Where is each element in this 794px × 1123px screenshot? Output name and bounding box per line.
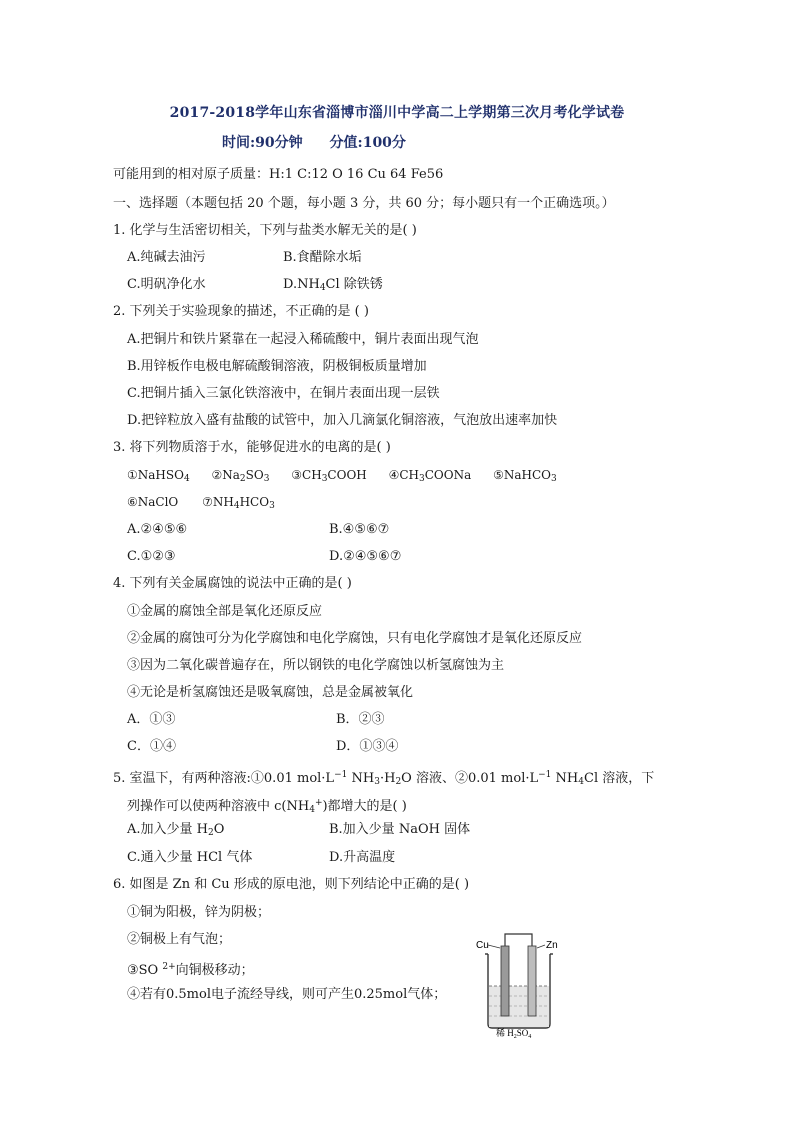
q4-option-c: C．①④ — [127, 739, 176, 754]
cu-label-line — [488, 945, 500, 948]
q4-stem: 4. 下列有关金属腐蚀的说法中正确的是( ) — [113, 576, 352, 591]
q4-statement-4: ④无论是析氢腐蚀还是吸氧腐蚀，总是金属被氧化 — [127, 685, 414, 700]
q4-option-b: B．②③ — [336, 712, 385, 727]
q5-option-a: A.加入少量 $H_2O$ — [127, 822, 225, 838]
q5-option-b: B.加入少量 NaOH 固体 — [329, 822, 471, 837]
galvanic-cell-diagram — [470, 928, 570, 1038]
exam-title: 2017-2018学年山东省淄博市淄川中学高二上学期第三次月考化学试卷 — [169, 105, 625, 121]
q5-option-c: C.通入少量 HCl 气体 — [127, 850, 253, 865]
galvanic-cell-svg — [470, 928, 570, 1038]
zn-electrode — [528, 946, 536, 1016]
q5-stem: 5. 室温下，有两种溶液:①0.01 $mol\cdot L^{-1}$ $NH_3\cdot H_2O$ 溶液、②0.01 $mol\cdot L^{-1}$ $NH_4Cl$ 溶液，下 — [113, 770, 655, 787]
q3-option-a: A.②④⑤⑥ — [127, 522, 188, 537]
q2-option-c: C.把铜片插入三氯化铁溶液中，在铜片表面出现一层铁 — [127, 386, 440, 401]
q6-statement-1: ①铜为阳极，锌为阴极； — [127, 905, 271, 920]
q4-option-d: D．①③④ — [336, 739, 399, 754]
q4-statement-3: ③因为二氧化碳普遍存在，所以钢铁的电化学腐蚀以析氢腐蚀为主 — [127, 658, 505, 673]
electrolyte-label: 稀 $H_2SO_4$ — [496, 1028, 532, 1038]
q4-statement-2: ②金属的腐蚀可分为化学腐蚀和电化学腐蚀，只有电化学腐蚀才是氧化还原反应 — [127, 631, 583, 646]
q3-option-d: D.②④⑤⑥⑦ — [329, 549, 402, 564]
q6-statement-4: ④若有0.5mol电子流经导线，则可产生0.25mol气体； — [127, 987, 447, 1002]
q6-statement-2: ②铜极上有气泡； — [127, 932, 232, 947]
solution — [489, 986, 549, 1027]
q6-statement-3: ③SO $^{2+}$向铜极移动； — [127, 962, 254, 978]
q5-stem-line2: 列操作可以使两种溶液中 $c(NH_4^+)$都增大的是( ) — [127, 798, 407, 815]
q3-items-row2: ⑥NaClO $⑦NH_4HCO_3$ — [127, 495, 275, 511]
section-heading: 一、选择题（本题包括 20 个题，每小题 3 分，共 60 分；每小题只有一个正确选项。） — [113, 196, 615, 211]
q3-option-b: B.④⑤⑥⑦ — [329, 522, 390, 537]
q5-option-d: D.升高温度 — [329, 850, 396, 865]
q3-stem: 3. 将下列物质溶于水，能够促进水的电离的是( ) — [113, 440, 391, 455]
q4-option-a: A．①③ — [127, 712, 176, 727]
q2-option-d: D.把锌粒放入盛有盐酸的试管中，加入几滴氯化铜溶液，气泡放出速率加快 — [127, 413, 558, 428]
q2-stem: 2. 下列关于实验现象的描述，不正确的是 ( ) — [113, 304, 369, 319]
q3-option-c: C.①②③ — [127, 549, 176, 564]
exam-subtitle — [222, 132, 406, 152]
q2-option-a: A.把铜片和铁片紧靠在一起浸入稀硫酸中，铜片表面出现气泡 — [127, 332, 479, 347]
zn-label-line — [537, 945, 545, 948]
q1-option-c: C.明矾净化水 — [127, 277, 206, 292]
q1-option-a: A.纯碱去油污 — [127, 250, 206, 265]
q1-stem: 1. 化学与生活密切相关，下列与盐类水解无关的是( ) — [113, 223, 417, 238]
q2-option-b: B.用锌板作电极电解硫酸铜溶液，阴极铜板质量增加 — [127, 359, 427, 374]
exam-time: 时间:90分钟 — [222, 135, 303, 151]
atomic-masses: 可能用到的相对原子质量：H:1 C:12 O 16 Cu 64 Fe56 — [113, 167, 444, 182]
exam-score: 分值:100分 — [329, 135, 406, 151]
q1-option-d: $D.NH_4Cl$ 除铁锈 — [283, 277, 383, 293]
zn-label: Zn — [546, 940, 558, 951]
cu-electrode — [501, 946, 509, 1016]
q6-stem: 6. 如图是 Zn 和 Cu 形成的原电池，则下列结论中正确的是( ) — [113, 877, 470, 892]
q1-option-b: B.食醋除水垢 — [283, 250, 362, 265]
q4-statement-1: ①金属的腐蚀全部是氧化还原反应 — [127, 604, 323, 619]
cu-label: Cu — [476, 940, 489, 951]
q3-items-row1: ①NaHSO$_4$ $②Na_2SO_3$ $③CH_3COOH$ $④CH_3COONa$ ⑤NaHCO$_3$ — [127, 468, 557, 484]
